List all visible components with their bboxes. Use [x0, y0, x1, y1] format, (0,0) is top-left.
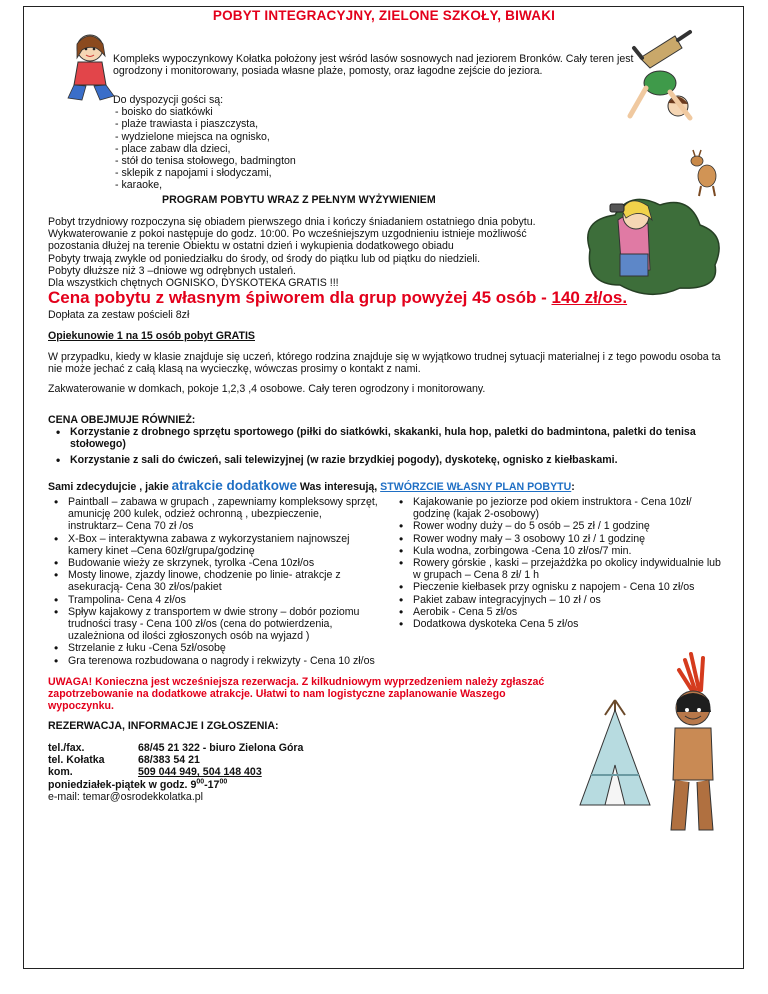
list-item: - stół do tenisa stołowego, badmington	[115, 155, 296, 168]
list-item: • Pieczenie kiełbasek przy ognisku z napojem - Cena 10 zł/os	[413, 581, 738, 593]
attractions-highlight: atrakcie dodatkowe	[171, 478, 297, 493]
list-item: • Strzelanie z łuku -Cena 5zł/osobę	[68, 642, 383, 654]
program-heading: PROGRAM POBYTU WRAZ Z PEŁNYM WYŻYWIENIEM	[162, 194, 436, 206]
list-item: • Mosty linowe, zjazdy linowe, chodzenie po linie- atrakcje z asekuracją- Cena 30 zł/os/pakiet	[68, 569, 383, 593]
list-item: • Rowery górskie , kaski – przejażdżka po okolicy indywidualnie lub w grupach – Cena 8 zł/ 1 h	[413, 557, 738, 581]
list-item: - sklepik z napojami i słodyczami,	[115, 167, 272, 180]
list-item: • Kajakowanie po jeziorze pod okiem instruktora - Cena 10zł/ godzinę (kajak 2-osobowy)	[413, 496, 738, 520]
warning-note: UWAGA! Konieczna jest wcześniejsza rezerwacja. Z kilkudniowym wyprzedzeniem należy zgłaszać zapotrzebowanie na dodatkowe atrakcje. Ułatwi to nam logistyczne zaplanowanie Waszego wypoczynku.	[48, 676, 545, 713]
tipi-illustration	[575, 695, 655, 810]
plan-link: STWÓRZCIE WŁASNY PLAN POBYTU	[380, 481, 572, 493]
intro-text: Kompleks wypoczynkowy Kołatka położony jest wśród lasów sosnowych nad jeziorem Bronków. Cały teren jest ogrodzony i monitorowany, posiada własne plaże, pomosty, oraz łagodne zejście do jeziora.	[113, 53, 634, 78]
price-line: Cena pobytu z własnym śpiworem dla grup powyżej 45 osób - 140 zł/os.	[48, 288, 628, 307]
tel-value: 68/383 54 21	[138, 754, 200, 767]
list-item: • Dodatkowa dyskoteka Cena 5 zł/os	[413, 618, 738, 630]
hardship-note: W przypadku, kiedy w klasie znajduje się uczeń, którego rodzina znajduje się w wyjątkowo trudnej sytuacji materialnej i z tego powodu osoba ta nie może jechać z całą klasą na wycieczkę, wówczas prosimy o kontakt z nami.	[48, 351, 721, 376]
boy-handstand-illustration	[620, 28, 710, 128]
list-item: • Gra terenowa rozbudowana o nagrody i rekwizyty - Cena 10 zł/os	[68, 655, 383, 667]
office-hours: poniedziałek-piątek w godz. $9^{00}-17^{00}$	[48, 778, 228, 791]
tel-label: tel. Kołatka	[48, 754, 105, 767]
attractions-left-list	[48, 496, 383, 667]
list-item: - plaże trawiasta i piaszczysta,	[115, 118, 259, 131]
facilities-section	[113, 94, 413, 192]
list-item: • Paintball – zabawa w grupach , zapewniamy kompleksowy sprzęt, amunicję 200 kulek, odzież ochronną , ubezpieczenie, instruktarz– Cena 70 zł /os	[68, 496, 383, 533]
program-text: Pobyt trzydniowy rozpoczyna się obiadem pierwszego dnia i kończy śniadaniem ostatniego dnia pobytu. Wykwaterowanie z pokoi następuje do godz. 10:00. Po wcześniejszym uzgodnieniu istnieje możliwość pozostania dłużej na terenie Obiektu w ostatni dzień i wykupienia dodatkowego obiadu Pobyty trwają zwykle od poniedziałku do środy, od środy do piątku lub od piątku do niedzieli. Pobyty dłuższe niż 3 –dniowe wg odrębnych ustaleń. Dla wszystkich chętnych OGNISKO, DYSKOTEKA GRATIS !!!	[48, 216, 536, 290]
list-item: • Pakiet zabaw integracyjnych – 10 zł / os	[413, 594, 738, 606]
facilities-list	[115, 106, 413, 191]
list-item: • Kula wodna, zorbingowa -Cena 10 zł/os/7 min.	[413, 545, 738, 557]
native-boy-illustration	[655, 650, 730, 850]
list-item: • Aerobik - Cena 5 zł/os	[413, 606, 738, 618]
fax-value: 68/45 21 322 - biuro Zielona Góra	[138, 742, 304, 754]
list-item: • Spływ kajakowy z transportem w dwie strony – dobór poziomu trudności trasy - Cena 100 zł/os (cena do potwierdzenia, uzależniona od ilości zgłoszonych osób na wyjazd )	[68, 606, 383, 643]
list-item: • Rower wodny duży – do 5 osób – 25 zł / 1 godzinę	[413, 520, 738, 532]
includes-list	[48, 426, 738, 466]
list-item: • Rower wodny mały – 3 osobowy 10 zł / 1 godzinę	[413, 533, 738, 545]
contact-heading: REZERWACJA, INFORMACJE I ZGŁOSZENIA:	[48, 720, 279, 732]
contact-details	[48, 742, 448, 803]
accommodation-note: Zakwaterowanie w domkach, pokoje 1,2,3 ,4 osobowe. Cały teren ogrodzony i monitorowany.	[48, 383, 486, 395]
attractions-heading: Sami zdecydujcie , jakie atrakcie dodatkowe Was interesują, STWÓRZCIE WŁASNY PLAN POBYTU:	[48, 478, 575, 493]
girl-sitting-illustration	[60, 30, 120, 105]
includes-heading: CENA OBEJMUJE RÓWNIEŻ:	[48, 414, 196, 426]
attractions-right-list	[393, 496, 738, 630]
list-item: • Trampolina- Cena 4 zł/os	[68, 594, 383, 606]
list-item: • Korzystanie z sali do ćwiczeń, sali telewizyjnej (w razie brzydkiej pogody), dyskotekę, ognisko z kiełbaskami.	[70, 454, 738, 466]
bedding-note: Dopłata za zestaw pościeli 8zł	[48, 309, 190, 321]
list-item: - karaoke,	[115, 179, 163, 192]
list-item: • Korzystanie z drobnego sprzętu sportowego (piłki do siatkówki, skakanki, hula hop, paletki do badmintona, paletki do tenisa stołowego)	[70, 426, 738, 450]
list-item: - wydzielone miejsca na ognisko,	[115, 130, 270, 143]
fax-label: tel./fax.	[48, 742, 85, 754]
list-item: - place zabaw dla dzieci,	[115, 142, 231, 155]
mobile-value: 509 044 949, 504 148 403	[138, 766, 262, 779]
mobile-label: kom.	[48, 766, 73, 779]
email-link[interactable]: e-mail: temar@osrodekkolatka.pl	[48, 790, 204, 803]
facilities-heading: Do dyspozycji gości są:	[113, 94, 224, 106]
list-item: - boisko do siatkówki	[115, 106, 213, 119]
girl-binoculars-illustration	[560, 180, 730, 305]
guardians-note: Opiekunowie 1 na 15 osób pobyt GRATIS	[48, 330, 255, 342]
price-amount: 140 zł/os.	[551, 288, 628, 307]
page-title: POBYT INTEGRACYJNY, ZIELONE SZKOŁY, BIWAKI	[212, 8, 556, 23]
list-item: • X-Box – interaktywna zabawa z wykorzystaniem najnowszej kamery kinet –Cena 60zł/grupa/godzinę	[68, 533, 383, 557]
list-item: • Budowanie wieży ze skrzynek, tyrolka -Cena 10zł/os	[68, 557, 383, 569]
includes-section	[48, 414, 738, 466]
